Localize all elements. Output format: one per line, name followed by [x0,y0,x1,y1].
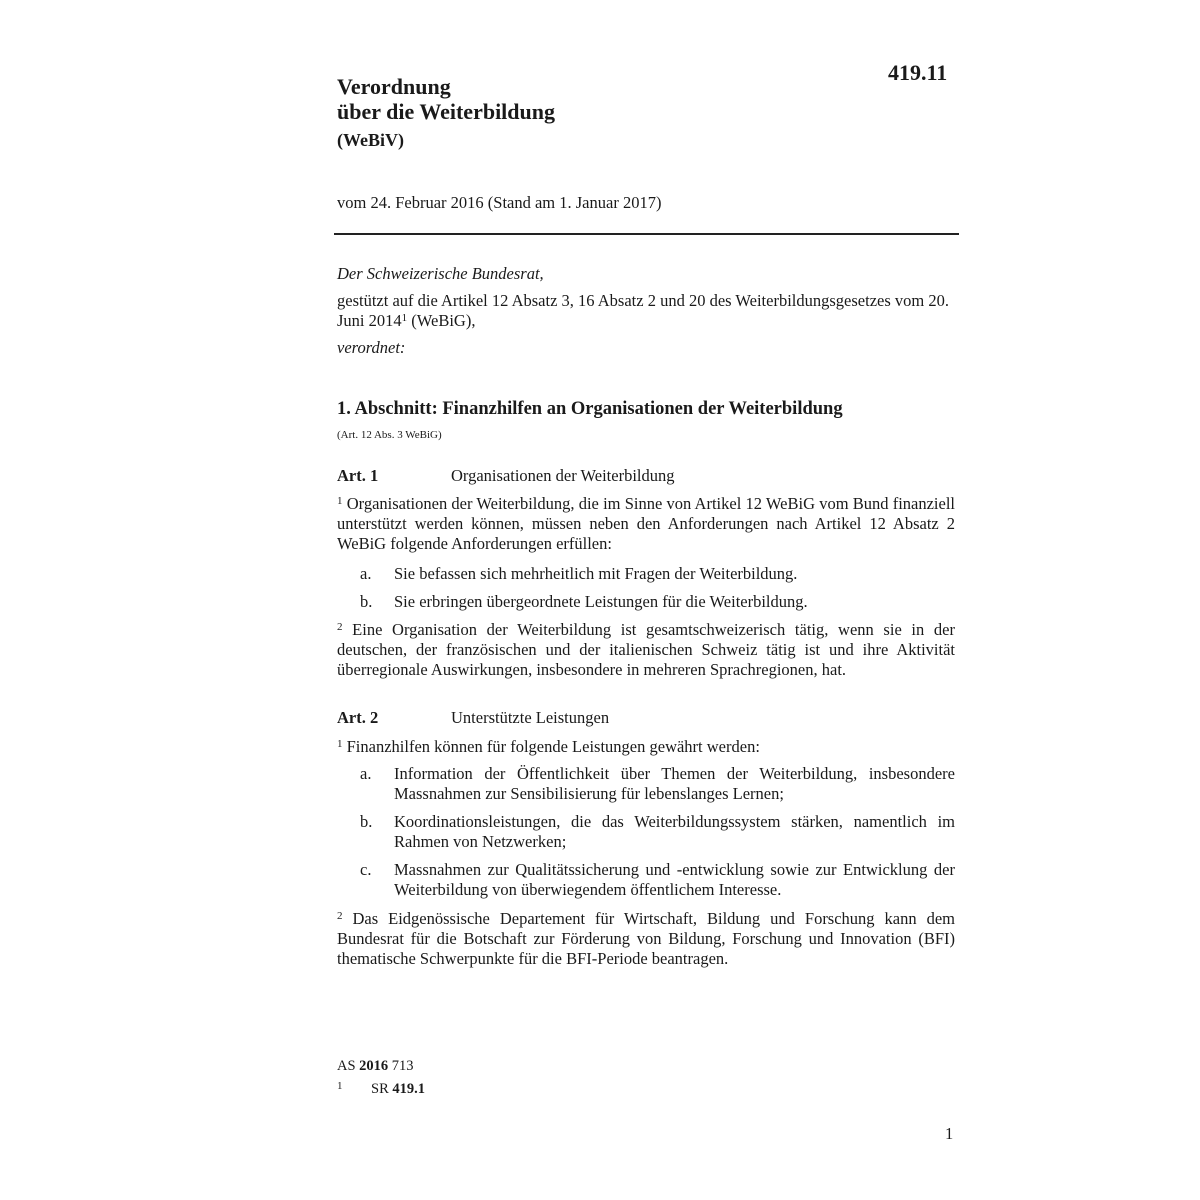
article-2-paragraph-1 [337,737,955,757]
footnote-sr-number: 419.1 [392,1081,425,1097]
list-item [337,764,955,804]
list-item-label: b. [360,812,373,831]
paragraph-text: Das Eidgenössische Departement für Wirtschaft, Bildung und Forschung kann dem Bundesrat für die Botschaft zur Förderung von Bildung, Forschung und Innovation (BFI) thematische Schwerpunkte für die BFI-Periode beantragen. [337,909,955,968]
article-1-heading [337,466,675,486]
as-year: 2016 [359,1058,389,1074]
list-item [337,812,955,852]
document-title [337,74,555,124]
article-1-paragraph-2 [337,620,955,680]
header-divider [334,233,959,235]
section-reference: (Art. 12 Abs. 3 WeBiG) [337,429,442,441]
article-1-number: Art. 1 [337,466,379,485]
paragraph-mark: 1 [337,495,343,507]
title-line-1: Verordnung [337,74,451,99]
list-item-label: a. [360,564,372,583]
article-2-list [337,764,955,908]
list-item [337,592,955,612]
paragraph-mark: 1 [337,738,343,750]
article-1-paragraph-1 [337,494,955,554]
title-line-2: über die Weiterbildung [337,99,556,124]
official-compilation-reference: AS 2016 713 [337,1058,414,1074]
paragraph-mark: 2 [337,910,343,922]
article-2-title: Unterstützte Leistungen [451,708,610,727]
article-2-paragraph-2 [337,909,955,969]
list-item-text: Massnahmen zur Qualitätssicherung und -entwicklung sowie zur Entwicklung der Weiterbildung von überwiegendem öffentlichem Interesse. [394,860,955,899]
list-item-text: Information der Öffentlichkeit über Themen der Weiterbildung, insbesondere Massnahmen zur Sensibilisierung für lebenslanges Lernen; [394,764,955,803]
document-date: vom 24. Februar 2016 (Stand am 1. Januar 2017) [337,193,662,212]
footnote-ref-1[interactable]: 1 [401,312,408,324]
article-1-title: Organisationen der Weiterbildung [451,466,675,485]
preamble-basis [337,291,955,331]
list-item [337,564,955,584]
article-2-number: Art. 2 [337,708,379,727]
section-heading: 1. Abschnitt: Finanzhilfen an Organisationen der Weiterbildung [337,399,843,419]
preamble-basis-text: gestützt auf die Artikel 12 Absatz 3, 16 Absatz 2 und 20 des Weiterbildungsgesetzes vom 20. Juni 2014 [337,291,949,330]
article-2-heading [337,708,609,728]
article-1-list [337,564,955,620]
sr-number: 419.11 [888,60,948,85]
page-number: 1 [945,1124,954,1143]
list-item-label: c. [360,860,372,879]
list-item-text: Sie erbringen übergeordnete Leistungen für die Weiterbildung. [394,592,808,611]
preamble-basis-tail: (WeBiG), [407,311,476,330]
list-item-label: b. [360,592,373,611]
paragraph-text: Eine Organisation der Weiterbildung ist gesamtschweizerisch tätig, wenn sie in der deutschen, der französischen und der italienischen Schweiz tätig ist und ihre Aktivität überregionale Auswirkungen, insbesondere in mehreren Sprachregionen, hat. [337,620,955,679]
preamble-authority: Der Schweizerische Bundesrat, [337,264,544,283]
list-item-text: Sie befassen sich mehrheitlich mit Fragen der Weiterbildung. [394,564,798,583]
list-item-label: a. [360,764,372,783]
paragraph-text: Finanzhilfen können für folgende Leistungen gewährt werden: [342,737,760,756]
list-item [337,860,955,900]
document-abbreviation: (WeBiV) [337,130,404,150]
list-item-text: Koordinationsleistungen, die das Weiterbildungssystem stärken, namentlich im Rahmen von Netzwerken; [394,812,955,851]
paragraph-mark: 2 [337,621,343,633]
paragraph-text: Organisationen der Weiterbildung, die im Sinne von Artikel 12 WeBiG vom Bund finanziell unterstützt werden können, müssen neben den Anforderungen nach Artikel 12 Absatz 2 WeBiG folgende Anforderungen erfüllen: [337,494,955,553]
preamble-enact: verordnet: [337,338,406,357]
footnote-1: 1 SR 419.1 [337,1080,425,1097]
footnote-mark: 1 [337,1080,343,1092]
